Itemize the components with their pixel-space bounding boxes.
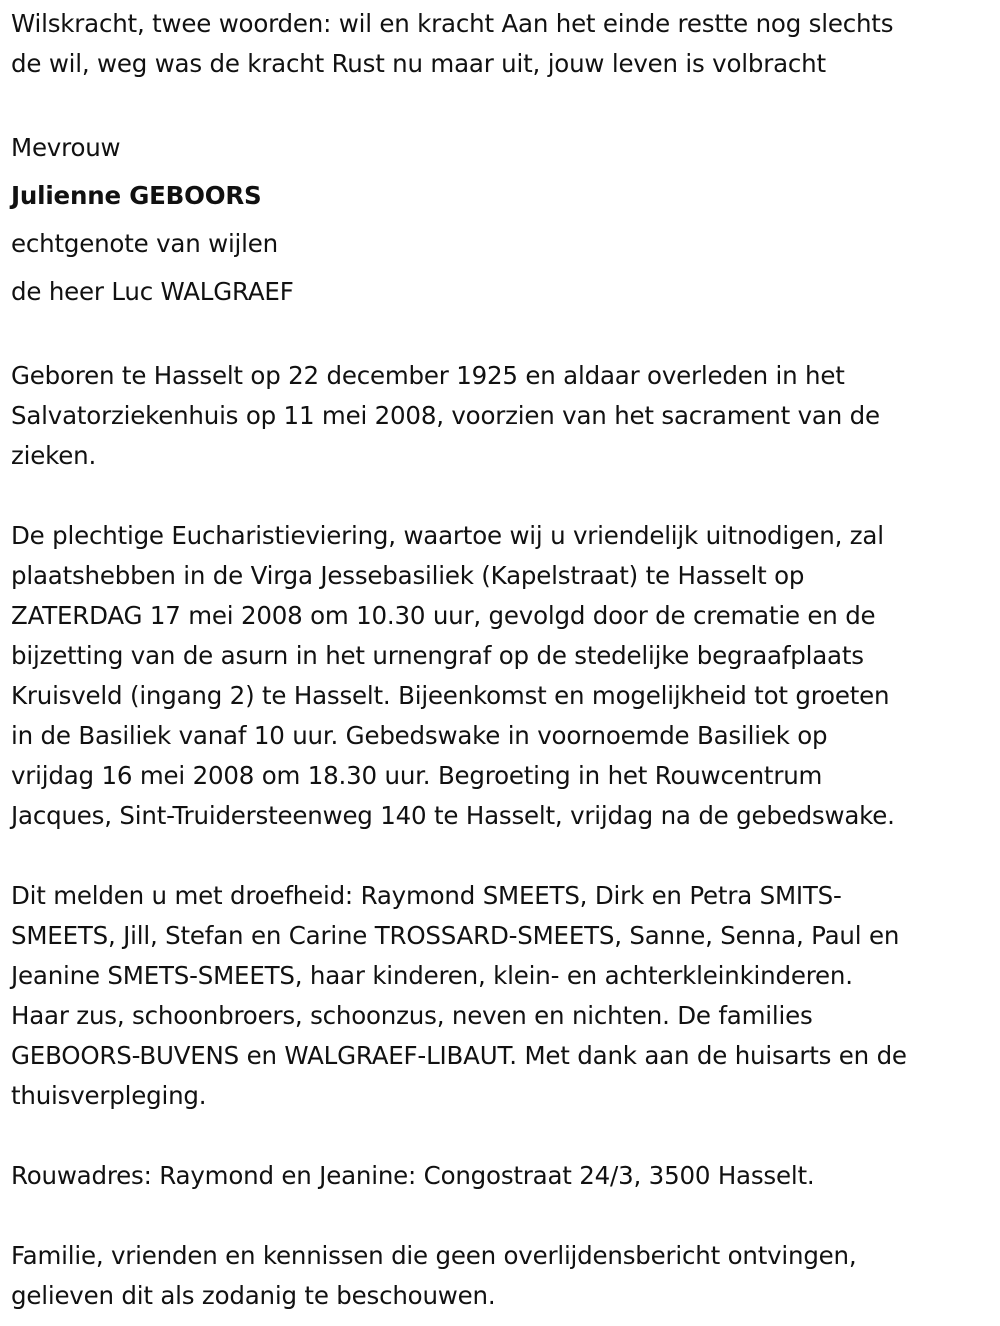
deceased-name: Julienne GEBOORS	[11, 181, 262, 210]
paragraph-line: SMEETS, Jill, Stefan en Carine TROSSARD-SMEETS, Sanne, Senna, Paul en	[11, 921, 900, 950]
poem	[11, 4, 993, 84]
paragraph-line: Jacques, Sint-Truidersteenweg 140 te Hasselt, vrijdag na de gebedswake.	[11, 801, 895, 830]
deceased-spouse: de heer Luc WALGRAEF	[11, 277, 294, 306]
closing-paragraph	[11, 1236, 993, 1316]
paragraph-line: Dit melden u met droefheid: Raymond SMEETS, Dirk en Petra SMITS-	[11, 881, 842, 910]
paragraph-line: Jeanine SMETS-SMEETS, haar kinderen, klein- en achterkleinkinderen.	[11, 961, 853, 990]
paragraph-line: GEBOORS-BUVENS en WALGRAEF-LIBAUT. Met dank aan de huisarts en de	[11, 1041, 907, 1070]
paragraph-line: vrijdag 16 mei 2008 om 18.30 uur. Begroeting in het Rouwcentrum	[11, 761, 823, 790]
address-paragraph	[11, 1156, 993, 1196]
paragraph-line: plaatshebben in de Virga Jessebasiliek (Kapelstraat) te Hasselt op	[11, 561, 805, 590]
family-paragraph	[11, 876, 993, 1116]
paragraph-line: Familie, vrienden en kennissen die geen overlijdensbericht ontvingen,	[11, 1241, 857, 1270]
spacer	[11, 836, 993, 876]
paragraph-line: in de Basiliek vanaf 10 uur. Gebedswake in voornoemde Basiliek op	[11, 721, 828, 750]
spacer	[11, 316, 993, 356]
paragraph-line: ZATERDAG 17 mei 2008 om 10.30 uur, gevolgd door de crematie en de	[11, 601, 876, 630]
spacer	[11, 1196, 993, 1236]
poem-line: de wil, weg was de kracht Rust nu maar uit, jouw leven is volbracht	[11, 49, 826, 78]
paragraph-line: Salvatorziekenhuis op 11 mei 2008, voorzien van het sacrament van de	[11, 401, 880, 430]
paragraph-line: Haar zus, schoonbroers, schoonzus, neven en nichten. De families	[11, 1001, 813, 1030]
paragraph-line: gelieven dit als zodanig te beschouwen.	[11, 1281, 496, 1310]
spacer	[11, 476, 993, 516]
paragraph-line: bijzetting van de asurn in het urnengraf op de stedelijke begraafplaats	[11, 641, 864, 670]
mourning-address: Rouwadres: Raymond en Jeanine: Congostraat 24/3, 3500 Hasselt.	[11, 1161, 815, 1190]
birth-death-paragraph	[11, 356, 993, 476]
paragraph-line: zieken.	[11, 441, 97, 470]
deceased-block	[11, 124, 993, 316]
poem-line: Wilskracht, twee woorden: wil en kracht Aan het einde restte nog slechts	[11, 9, 894, 38]
spacer	[11, 84, 993, 124]
ceremony-paragraph	[11, 516, 993, 836]
paragraph-line: Geboren te Hasselt op 22 december 1925 en aldaar overleden in het	[11, 361, 845, 390]
paragraph-line: Kruisveld (ingang 2) te Hasselt. Bijeenkomst en mogelijkheid tot groeten	[11, 681, 890, 710]
deceased-relation: echtgenote van wijlen	[11, 229, 278, 258]
obituary-document	[11, 4, 993, 1316]
deceased-title: Mevrouw	[11, 133, 121, 162]
spacer	[11, 1116, 993, 1156]
paragraph-line: thuisverpleging.	[11, 1081, 207, 1110]
paragraph-line: De plechtige Eucharistieviering, waartoe wij u vriendelijk uitnodigen, zal	[11, 521, 884, 550]
